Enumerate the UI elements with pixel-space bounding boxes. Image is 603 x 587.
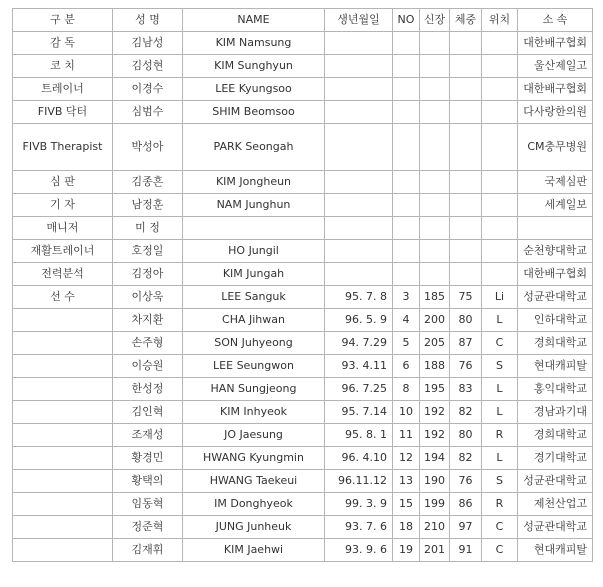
cell-korean-name: 남정훈 [113, 194, 183, 217]
cell-position [482, 101, 518, 124]
cell-korean-name: 조재성 [113, 424, 183, 447]
table-row [13, 240, 593, 263]
cell-birthdate [325, 101, 393, 124]
cell-weight [450, 263, 482, 286]
cell-affiliation: 대한배구협회 [518, 32, 593, 55]
cell-division [13, 447, 113, 470]
cell-birthdate: 93. 9. 6 [325, 539, 393, 562]
table-row [13, 493, 593, 516]
cell-division [13, 424, 113, 447]
cell-weight [450, 55, 482, 78]
cell-number: 18 [393, 516, 420, 539]
cell-affiliation: 현대캐피탈 [518, 355, 593, 378]
cell-name: HWANG Taekeui [183, 470, 325, 493]
cell-height: 190 [420, 470, 450, 493]
cell-birthdate [325, 78, 393, 101]
cell-number [393, 32, 420, 55]
cell-height [420, 124, 450, 171]
cell-affiliation: 제천산업고 [518, 493, 593, 516]
cell-height [420, 263, 450, 286]
cell-division: 감 독 [13, 32, 113, 55]
cell-division: FIVB Therapist [13, 124, 113, 171]
cell-affiliation: 성균관대학교 [518, 286, 593, 309]
cell-korean-name: 김인혁 [113, 401, 183, 424]
cell-position: L [482, 401, 518, 424]
cell-height: 199 [420, 493, 450, 516]
cell-division [13, 401, 113, 424]
cell-height: 194 [420, 447, 450, 470]
cell-name: KIM Sunghyun [183, 55, 325, 78]
cell-division [13, 378, 113, 401]
table-row [13, 263, 593, 286]
cell-birthdate [325, 263, 393, 286]
cell-division: 재활트레이너 [13, 240, 113, 263]
cell-name: JUNG Junheuk [183, 516, 325, 539]
cell-position: C [482, 332, 518, 355]
cell-name [183, 217, 325, 240]
cell-korean-name: 손주형 [113, 332, 183, 355]
table-row [13, 286, 593, 309]
cell-name: IM Donghyeok [183, 493, 325, 516]
cell-division: 심 판 [13, 171, 113, 194]
cell-birthdate: 95. 8. 1 [325, 424, 393, 447]
cell-affiliation: 경희대학교 [518, 424, 593, 447]
cell-name: KIM Jongheun [183, 171, 325, 194]
cell-birthdate [325, 55, 393, 78]
cell-division [13, 516, 113, 539]
cell-division [13, 309, 113, 332]
table-row [13, 55, 593, 78]
cell-affiliation: 경희대학교 [518, 332, 593, 355]
cell-height: 185 [420, 286, 450, 309]
table-row [13, 401, 593, 424]
cell-number [393, 217, 420, 240]
cell-weight: 91 [450, 539, 482, 562]
cell-height [420, 240, 450, 263]
cell-name: PARK Seongah [183, 124, 325, 171]
cell-affiliation: 성균관대학교 [518, 516, 593, 539]
cell-affiliation: 국제심판 [518, 171, 593, 194]
header-affiliation: 소 속 [518, 9, 593, 32]
cell-korean-name: 임동혁 [113, 493, 183, 516]
header-name: NAME [183, 9, 325, 32]
cell-division: 기 자 [13, 194, 113, 217]
cell-birthdate: 94. 7.29 [325, 332, 393, 355]
cell-height [420, 217, 450, 240]
cell-korean-name: 정준혁 [113, 516, 183, 539]
cell-weight [450, 78, 482, 101]
cell-weight [450, 124, 482, 171]
cell-height: 205 [420, 332, 450, 355]
cell-number: 5 [393, 332, 420, 355]
cell-korean-name: 황경민 [113, 447, 183, 470]
cell-number [393, 171, 420, 194]
cell-division: FIVB 닥터 [13, 101, 113, 124]
cell-weight: 87 [450, 332, 482, 355]
cell-affiliation [518, 217, 593, 240]
cell-position [482, 217, 518, 240]
cell-birthdate [325, 240, 393, 263]
cell-height [420, 171, 450, 194]
cell-name: KIM Jaehwi [183, 539, 325, 562]
cell-affiliation: 인하대학교 [518, 309, 593, 332]
cell-name: LEE Sanguk [183, 286, 325, 309]
header-row [13, 9, 593, 32]
table-row [13, 424, 593, 447]
cell-weight [450, 217, 482, 240]
cell-position [482, 78, 518, 101]
cell-number: 19 [393, 539, 420, 562]
cell-number: 12 [393, 447, 420, 470]
cell-korean-name: 이경수 [113, 78, 183, 101]
table-row [13, 32, 593, 55]
cell-birthdate: 96. 7.25 [325, 378, 393, 401]
cell-height: 192 [420, 424, 450, 447]
table-row [13, 516, 593, 539]
table-row [13, 78, 593, 101]
cell-number [393, 194, 420, 217]
cell-number: 4 [393, 309, 420, 332]
cell-weight: 86 [450, 493, 482, 516]
cell-number: 3 [393, 286, 420, 309]
cell-name: LEE Kyungsoo [183, 78, 325, 101]
cell-number [393, 240, 420, 263]
table-row [13, 124, 593, 171]
cell-birthdate [325, 217, 393, 240]
cell-korean-name: 심범수 [113, 101, 183, 124]
cell-weight: 97 [450, 516, 482, 539]
cell-birthdate: 93. 4.11 [325, 355, 393, 378]
cell-name: NAM Junghun [183, 194, 325, 217]
cell-korean-name: 차지환 [113, 309, 183, 332]
cell-weight: 80 [450, 424, 482, 447]
cell-birthdate [325, 194, 393, 217]
cell-affiliation: CM충무병원 [518, 124, 593, 171]
table-row [13, 539, 593, 562]
cell-height [420, 55, 450, 78]
header-height: 신장 [420, 9, 450, 32]
cell-affiliation: 성균관대학교 [518, 470, 593, 493]
cell-position: C [482, 516, 518, 539]
cell-height: 195 [420, 378, 450, 401]
cell-number: 6 [393, 355, 420, 378]
cell-weight: 82 [450, 401, 482, 424]
cell-height [420, 194, 450, 217]
cell-height: 200 [420, 309, 450, 332]
cell-name: CHA Jihwan [183, 309, 325, 332]
cell-number: 15 [393, 493, 420, 516]
cell-korean-name: 박성아 [113, 124, 183, 171]
cell-division [13, 355, 113, 378]
cell-number: 11 [393, 424, 420, 447]
cell-number: 10 [393, 401, 420, 424]
cell-korean-name: 황택의 [113, 470, 183, 493]
cell-position [482, 124, 518, 171]
table-row [13, 378, 593, 401]
cell-birthdate [325, 171, 393, 194]
table-row [13, 332, 593, 355]
cell-affiliation: 경남과기대 [518, 401, 593, 424]
cell-korean-name: 김정아 [113, 263, 183, 286]
cell-division [13, 470, 113, 493]
cell-position: L [482, 309, 518, 332]
cell-affiliation: 대한배구협회 [518, 263, 593, 286]
cell-position [482, 240, 518, 263]
cell-affiliation: 경기대학교 [518, 447, 593, 470]
cell-affiliation: 다사랑한의원 [518, 101, 593, 124]
cell-number [393, 55, 420, 78]
cell-birthdate: 96. 5. 9 [325, 309, 393, 332]
cell-korean-name: 호정일 [113, 240, 183, 263]
cell-height [420, 101, 450, 124]
cell-position [482, 55, 518, 78]
cell-birthdate: 96.11.12 [325, 470, 393, 493]
cell-korean-name: 이승원 [113, 355, 183, 378]
cell-name: KIM Inhyeok [183, 401, 325, 424]
cell-korean-name: 김재휘 [113, 539, 183, 562]
cell-weight: 75 [450, 286, 482, 309]
cell-birthdate: 93. 7. 6 [325, 516, 393, 539]
cell-division: 코 치 [13, 55, 113, 78]
cell-affiliation: 현대캐피탈 [518, 539, 593, 562]
cell-number [393, 101, 420, 124]
cell-name: SON Juhyeong [183, 332, 325, 355]
cell-division: 트레이너 [13, 78, 113, 101]
table-row [13, 194, 593, 217]
cell-height [420, 32, 450, 55]
cell-korean-name: 김종흔 [113, 171, 183, 194]
cell-division [13, 493, 113, 516]
table-row [13, 447, 593, 470]
cell-position: L [482, 378, 518, 401]
cell-division [13, 539, 113, 562]
cell-position [482, 171, 518, 194]
cell-affiliation: 울산제일고 [518, 55, 593, 78]
cell-division [13, 332, 113, 355]
cell-height [420, 78, 450, 101]
header-weight: 체중 [450, 9, 482, 32]
cell-affiliation: 세계일보 [518, 194, 593, 217]
cell-birthdate: 99. 3. 9 [325, 493, 393, 516]
cell-weight [450, 32, 482, 55]
cell-position [482, 263, 518, 286]
header-number: NO [393, 9, 420, 32]
table-row [13, 217, 593, 240]
table-row [13, 101, 593, 124]
cell-position: C [482, 539, 518, 562]
header-korean-name: 성 명 [113, 9, 183, 32]
cell-affiliation: 대한배구협회 [518, 78, 593, 101]
cell-position: S [482, 470, 518, 493]
cell-division: 선 수 [13, 286, 113, 309]
table-row [13, 355, 593, 378]
cell-height: 210 [420, 516, 450, 539]
cell-weight: 76 [450, 355, 482, 378]
table-row [13, 171, 593, 194]
cell-name: HO Jungil [183, 240, 325, 263]
cell-position: L [482, 447, 518, 470]
cell-name: KIM Jungah [183, 263, 325, 286]
cell-korean-name: 미 정 [113, 217, 183, 240]
cell-weight: 76 [450, 470, 482, 493]
cell-height: 188 [420, 355, 450, 378]
cell-position: R [482, 424, 518, 447]
cell-position: Li [482, 286, 518, 309]
cell-division: 매니저 [13, 217, 113, 240]
cell-height: 201 [420, 539, 450, 562]
cell-weight: 83 [450, 378, 482, 401]
cell-weight [450, 171, 482, 194]
cell-position [482, 32, 518, 55]
cell-birthdate [325, 124, 393, 171]
cell-weight: 80 [450, 309, 482, 332]
cell-division: 전력분석 [13, 263, 113, 286]
roster-table [12, 8, 593, 562]
cell-korean-name: 한성정 [113, 378, 183, 401]
cell-number [393, 124, 420, 171]
cell-name: SHIM Beomsoo [183, 101, 325, 124]
cell-korean-name: 김성현 [113, 55, 183, 78]
cell-height: 192 [420, 401, 450, 424]
cell-affiliation: 순천향대학교 [518, 240, 593, 263]
cell-weight: 82 [450, 447, 482, 470]
cell-name: HAN Sungjeong [183, 378, 325, 401]
cell-name: HWANG Kyungmin [183, 447, 325, 470]
cell-position: S [482, 355, 518, 378]
header-birthdate: 생년월일 [325, 9, 393, 32]
cell-weight [450, 101, 482, 124]
cell-position: R [482, 493, 518, 516]
cell-name: KIM Namsung [183, 32, 325, 55]
cell-weight [450, 194, 482, 217]
cell-number: 13 [393, 470, 420, 493]
cell-number [393, 78, 420, 101]
cell-birthdate: 95. 7.14 [325, 401, 393, 424]
cell-birthdate: 95. 7. 8 [325, 286, 393, 309]
cell-weight [450, 240, 482, 263]
cell-number: 8 [393, 378, 420, 401]
header-division: 구 분 [13, 9, 113, 32]
cell-number [393, 263, 420, 286]
cell-name: LEE Seungwon [183, 355, 325, 378]
header-position: 위치 [482, 9, 518, 32]
table-row [13, 470, 593, 493]
cell-birthdate: 96. 4.10 [325, 447, 393, 470]
cell-birthdate [325, 32, 393, 55]
cell-name: JO Jaesung [183, 424, 325, 447]
cell-korean-name: 김남성 [113, 32, 183, 55]
cell-korean-name: 이상욱 [113, 286, 183, 309]
cell-position [482, 194, 518, 217]
cell-affiliation: 홍익대학교 [518, 378, 593, 401]
table-row [13, 309, 593, 332]
